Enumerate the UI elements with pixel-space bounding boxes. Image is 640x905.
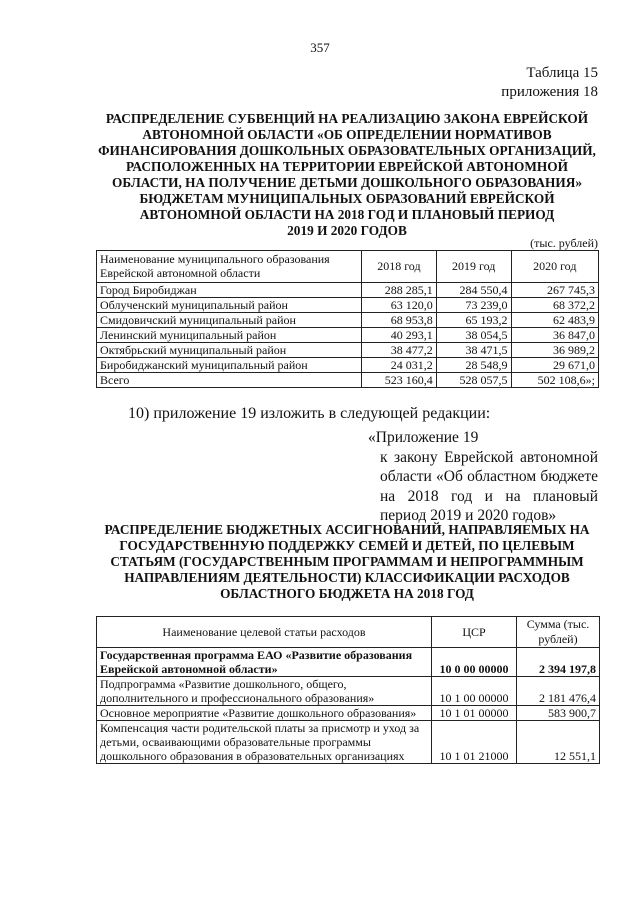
cell-2018: 24 031,2	[362, 358, 437, 373]
cell-name: Ленинский муниципальный район	[97, 328, 362, 343]
cell-name: Облученский муниципальный район	[97, 298, 362, 313]
cell-2019: 528 057,5	[436, 373, 511, 388]
amendment-item: 10) приложение 19 изложить в следующей редакции:	[128, 405, 491, 422]
heading2-line: ГОСУДАРСТВЕННУЮ ПОДДЕРЖКУ СЕМЕЙ И ДЕТЕЙ, ПО ЦЕЛЕВЫМ	[119, 538, 575, 553]
cell-2020: 68 372,2	[511, 298, 598, 313]
heading1-line: 2019 И 2020 ГОДОВ	[287, 223, 407, 238]
cell-sum: 12 551,1	[517, 721, 600, 764]
table-reference	[501, 64, 598, 102]
table-row	[97, 677, 600, 706]
cell-2020: 267 745,3	[511, 283, 598, 298]
table-header-row	[97, 251, 599, 283]
heading1-line: РАСПРЕДЕЛЕНИЕ СУБВЕНЦИЙ НА РЕАЛИЗАЦИЮ ЗАКОНА ЕВРЕЙСКОЙ	[105, 111, 589, 126]
cell-name: Всего	[97, 373, 362, 388]
table-row	[97, 706, 600, 721]
table-total-row	[97, 373, 599, 388]
cell-2019: 73 239,0	[436, 298, 511, 313]
heading2-line: СТАТЬЯМ (ГОСУДАРСТВЕННЫМ ПРОГРАММАМ И НЕПРОГРАММНЫМ	[110, 554, 584, 569]
table-row	[97, 313, 599, 328]
table-row	[97, 298, 599, 313]
heading2-line: РАСПРЕДЕЛЕНИЕ БЮДЖЕТНЫХ АССИГНОВАНИЙ, НАПРАВЛЯЕМЫХ НА	[104, 522, 590, 537]
allocations-table	[96, 616, 600, 764]
appendix-title: «Приложение 19	[368, 429, 479, 446]
heading2-line: НАПРАВЛЕНИЯМ ДЕЯТЕЛЬНОСТИ) КЛАССИФИКАЦИИ РАСХОДОВ	[124, 570, 570, 585]
appendix-reference	[368, 428, 598, 526]
cell-sum: 2 394 197,8	[517, 648, 600, 677]
cell-2020: 62 483,9	[511, 313, 598, 328]
cell-csr: 10 0 00 00000	[432, 648, 517, 677]
table-row	[97, 283, 599, 298]
cell-2019: 284 550,4	[436, 283, 511, 298]
col-header-2019: 2019 год	[436, 251, 511, 283]
cell-2018: 40 293,1	[362, 328, 437, 343]
cell-2019: 38 054,5	[436, 328, 511, 343]
cell-name: Биробиджанский муниципальный район	[97, 358, 362, 373]
cell-sum: 2 181 476,4	[517, 677, 600, 706]
cell-2018: 68 953,8	[362, 313, 437, 328]
heading-subventions	[95, 111, 599, 239]
col-header-sum: Сумма (тыс. рублей)	[517, 617, 600, 648]
col-header-municipality: Наименование муниципального образования Еврейской автономной области	[97, 251, 362, 283]
cell-2020: 29 671,0	[511, 358, 598, 373]
appendix-law-ref: к закону Еврейской автономной области «Об областном бюджете на 2018 год и на плановый период 2019 и 2020 годов»	[380, 448, 598, 524]
heading1-line: АВТОНОМНОЙ ОБЛАСТИ «ОБ ОПРЕДЕЛЕНИИ НОРМАТИВОВ	[142, 127, 552, 142]
table-ref-line2: приложения 18	[501, 84, 598, 100]
heading1-line: ОБЛАСТИ, НА ПОЛУЧЕНИЕ ДЕТЬМИ ДОШКОЛЬНОГО ОБРАЗОВАНИЯ»	[112, 175, 582, 190]
col-header-csr: ЦСР	[432, 617, 517, 648]
cell-csr: 10 1 01 21000	[432, 721, 517, 764]
cell-csr: 10 1 01 00000	[432, 706, 517, 721]
cell-article: Компенсация части родительской платы за присмотр и уход за детьми, осваивающими образовательные программы дошкольного образования в образовательных организациях	[97, 721, 432, 764]
heading1-line: РАСПОЛОЖЕННЫХ НА ТЕРРИТОРИИ ЕВРЕЙСКОЙ АВТОНОМНОЙ	[126, 159, 568, 174]
cell-2018: 63 120,0	[362, 298, 437, 313]
cell-2018: 523 160,4	[362, 373, 437, 388]
cell-2018: 288 285,1	[362, 283, 437, 298]
table-row	[97, 343, 599, 358]
cell-article: Государственная программа ЕАО «Развитие образования Еврейской автономной области»	[97, 648, 432, 677]
heading1-line: АВТОНОМНОЙ ОБЛАСТИ НА 2018 ГОД И ПЛАНОВЫЙ ПЕРИОД	[139, 207, 555, 222]
cell-2018: 38 477,2	[362, 343, 437, 358]
table-ref-line1: Таблица 15	[526, 65, 598, 81]
col-header-2018: 2018 год	[362, 251, 437, 283]
table-row	[97, 328, 599, 343]
page-number: 357	[310, 40, 330, 55]
heading-family-support	[95, 522, 599, 602]
heading2-line: ОБЛАСТНОГО БЮДЖЕТА НА 2018 ГОД	[220, 586, 474, 601]
col-header-article: Наименование целевой статьи расходов	[97, 617, 432, 648]
table-row	[97, 648, 600, 677]
cell-csr: 10 1 00 00000	[432, 677, 517, 706]
cell-sum: 583 900,7	[517, 706, 600, 721]
cell-article: Подпрограмма «Развитие дошкольного, общего, дополнительного и профессионального образования»	[97, 677, 432, 706]
cell-2020: 502 108,6»;	[511, 373, 598, 388]
cell-name: Смидовичский муниципальный район	[97, 313, 362, 328]
cell-name: Октябрьский муниципальный район	[97, 343, 362, 358]
table-header-row	[97, 617, 600, 648]
cell-2020: 36 847,0	[511, 328, 598, 343]
cell-2020: 36 989,2	[511, 343, 598, 358]
cell-article: Основное мероприятие «Развитие дошкольного образования»	[97, 706, 432, 721]
table-row	[97, 721, 600, 764]
table-row	[97, 358, 599, 373]
heading1-line: БЮДЖЕТАМ МУНИЦИПАЛЬНЫХ ОБРАЗОВАНИЙ ЕВРЕЙСКОЙ	[139, 191, 555, 206]
col-header-2020: 2020 год	[511, 251, 598, 283]
cell-2019: 28 548,9	[436, 358, 511, 373]
units-label: (тыс. рублей)	[530, 236, 598, 250]
subventions-table	[96, 250, 599, 388]
cell-2019: 65 193,2	[436, 313, 511, 328]
heading1-line: ФИНАНСИРОВАНИЯ ДОШКОЛЬНЫХ ОБРАЗОВАТЕЛЬНЫХ ОРГАНИЗАЦИЙ,	[98, 143, 596, 158]
cell-2019: 38 471,5	[436, 343, 511, 358]
cell-name: Город Биробиджан	[97, 283, 362, 298]
